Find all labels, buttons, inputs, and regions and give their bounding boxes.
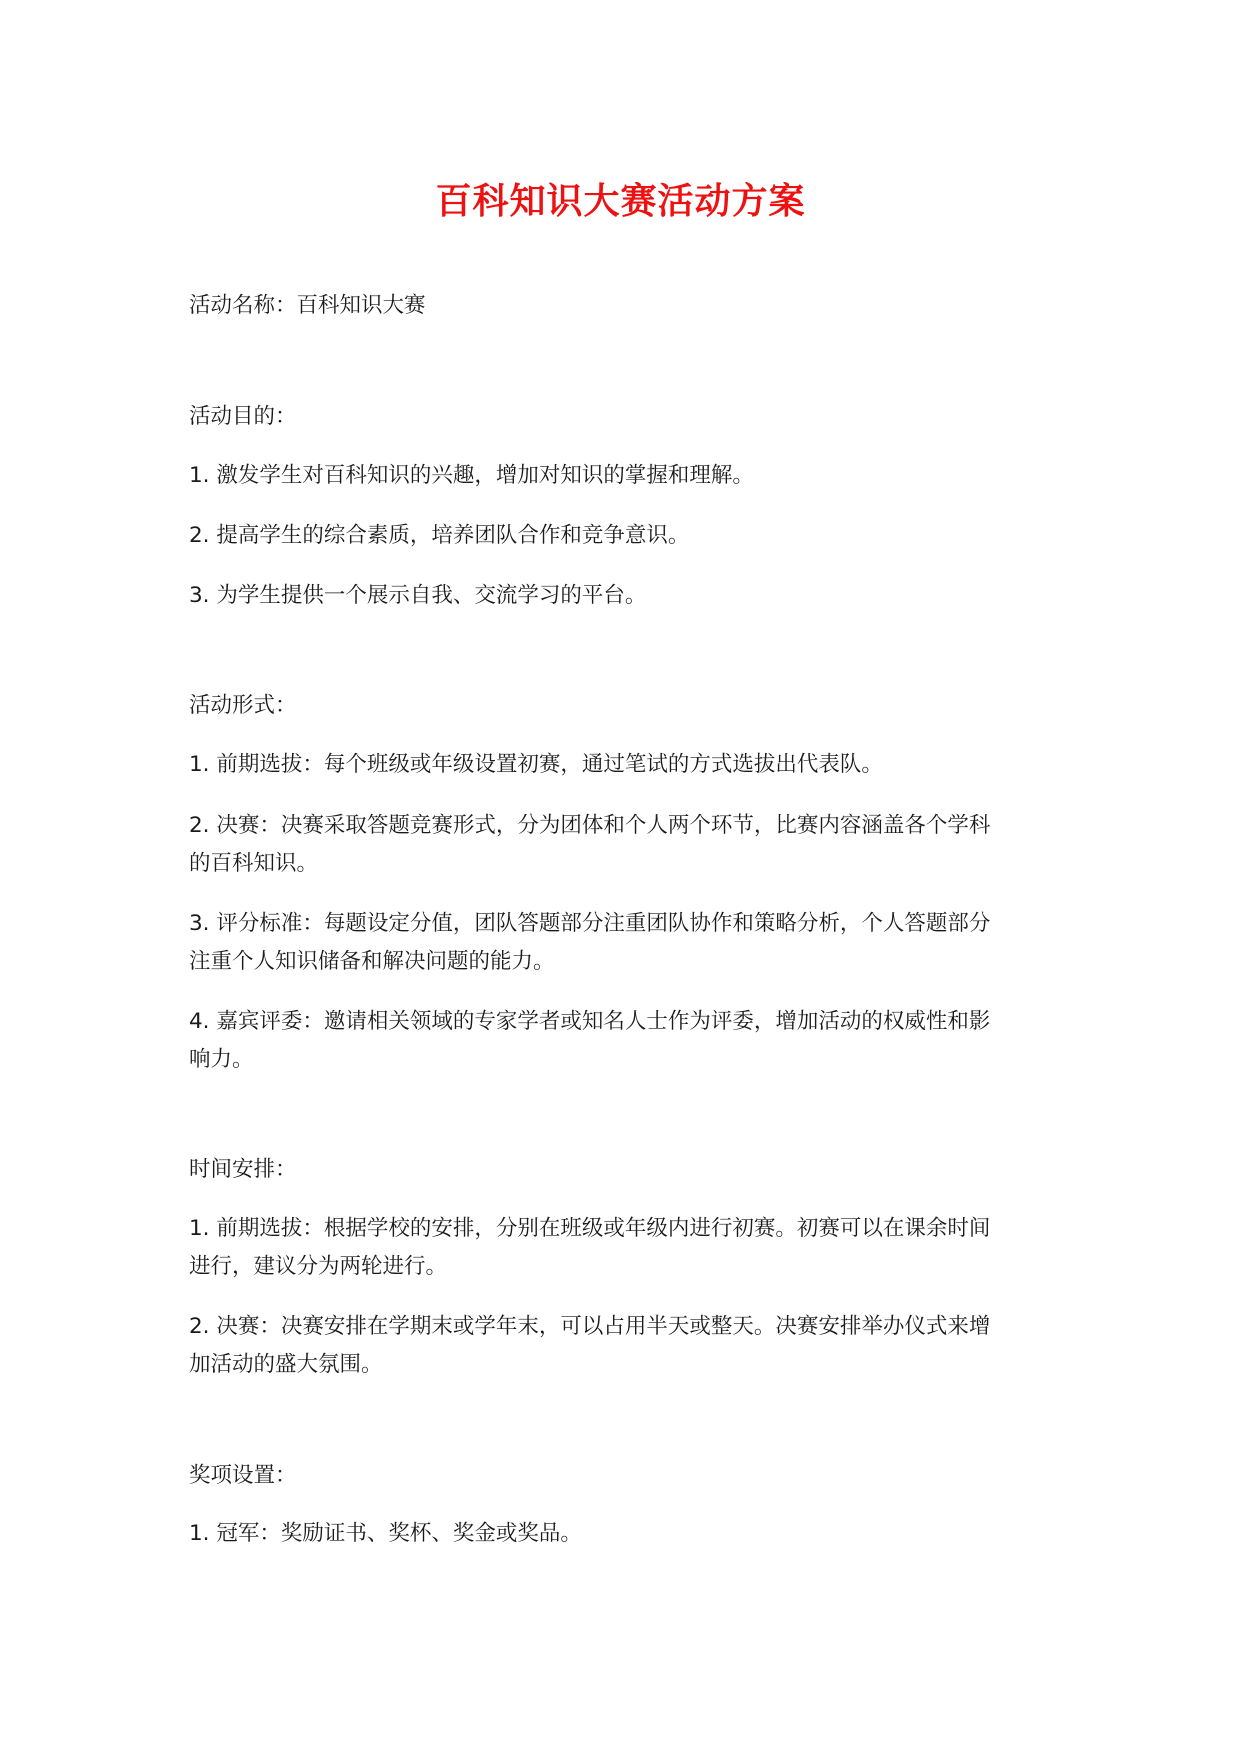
schedule-item-continued: 加活动的盛大氛围。 — [189, 1352, 383, 1377]
format-item: 2. 决赛：决赛采取答题竞赛形式，分为团体和个人两个环节，比赛内容涵盖各个学科 — [189, 813, 991, 838]
awards-item: 1. 冠军：奖励证书、奖杯、奖金或奖品。 — [189, 1521, 582, 1546]
awards-heading: 奖项设置： — [189, 1463, 297, 1488]
format-item-continued: 的百科知识。 — [189, 851, 319, 876]
document-title: 百科知识大赛活动方案 — [435, 181, 806, 222]
schedule-item-continued: 进行，建议分为两轮进行。 — [189, 1254, 448, 1279]
format-heading: 活动形式： — [189, 693, 297, 718]
format-item: 4. 嘉宾评委：邀请相关领域的专家学者或知名人士作为评委，增加活动的权威性和影 — [189, 1009, 991, 1034]
format-item-continued: 响力。 — [189, 1047, 254, 1072]
purpose-heading: 活动目的： — [189, 404, 297, 429]
purpose-item: 1. 激发学生对百科知识的兴趣，增加对知识的掌握和理解。 — [189, 463, 754, 488]
activity-name: 活动名称：百科知识大赛 — [189, 293, 426, 318]
format-item: 1. 前期选拔：每个班级或年级设置初赛，通过笔试的方式选拔出代表队。 — [189, 752, 883, 777]
purpose-item: 3. 为学生提供一个展示自我、交流学习的平台。 — [189, 583, 647, 608]
purpose-item: 2. 提高学生的综合素质，培养团队合作和竞争意识。 — [189, 523, 690, 548]
schedule-item: 1. 前期选拔：根据学校的安排，分别在班级或年级内进行初赛。初赛可以在课余时间 — [189, 1216, 991, 1241]
format-item: 3. 评分标准：每题设定分值，团队答题部分注重团队协作和策略分析，个人答题部分 — [189, 911, 991, 936]
format-item-continued: 注重个人知识储备和解决问题的能力。 — [189, 949, 555, 974]
schedule-item: 2. 决赛：决赛安排在学期末或学年末，可以占用半天或整天。决赛安排举办仪式来增 — [189, 1314, 991, 1339]
schedule-heading: 时间安排： — [189, 1157, 297, 1182]
